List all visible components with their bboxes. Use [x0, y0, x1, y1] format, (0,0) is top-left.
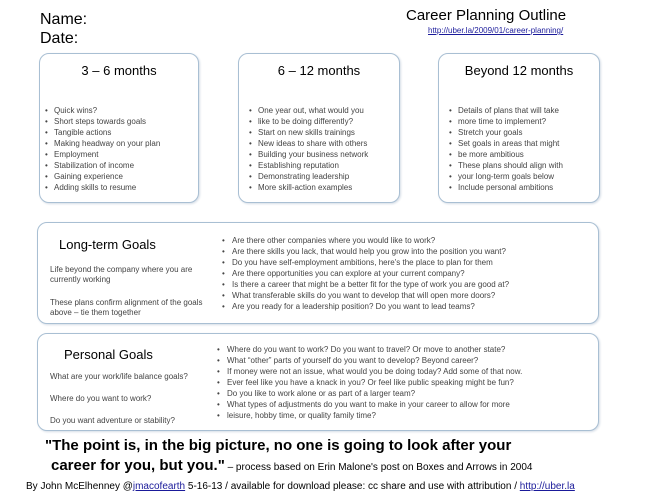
list-item: • Quick wins? [45, 105, 160, 116]
list-item: • What transferable skills do you want to develop that will open more doors? [222, 290, 509, 301]
column-list [45, 105, 160, 193]
list-item: • Do you have self-employment ambitions, here's the place to plan for them [222, 257, 509, 268]
list-item: • Are there opportunities you can explore at your current company? [222, 268, 509, 279]
quote-attribution: – process based on Erin Malone's post on Boxes and Arrows in 2004 [224, 462, 533, 473]
list-item: • Stretch your goals [449, 127, 563, 138]
list-item: • More skill-action examples [249, 182, 368, 193]
list-item: • Short steps towards goals [45, 116, 160, 127]
footer [26, 481, 575, 492]
section-description: Where do you want to work? [50, 394, 152, 403]
list-item: • Employment [45, 149, 160, 160]
list-item: • your long-term goals below [449, 171, 563, 182]
list-item: • Demonstrating leadership [249, 171, 368, 182]
list-item: • Do you like to work alone or as part of a larger team? [217, 388, 522, 399]
quote-line-2-text: career for you, but you." [51, 457, 225, 474]
column-3-6-months [39, 53, 199, 203]
list-item: • Include personal ambitions [449, 182, 563, 193]
list-item: • Adding skills to resume [45, 182, 160, 193]
footer-url-link[interactable]: http://uber.la [519, 481, 575, 492]
list-item: • New ideas to share with others [249, 138, 368, 149]
list-item: • Set goals in areas that might [449, 138, 563, 149]
list-item: • more time to implement? [449, 116, 563, 127]
section-title: Personal Goals [64, 347, 153, 362]
column-title: 6 – 12 months [277, 63, 361, 78]
quote-line-2 [45, 456, 532, 478]
list-item: • If money were not an issue, what would you be doing today? Add some of that now. [217, 366, 522, 377]
section-description: Do you want adventure or stability? [50, 416, 175, 425]
document-title: Career Planning Outline [406, 7, 567, 24]
list-item: • Start on new skills trainings [249, 127, 368, 138]
list-item: • Are there skills you lack, that would help you grow into the position you want? [222, 246, 509, 257]
question-list [222, 235, 509, 312]
footer-prefix: By John McElhenney @ [26, 481, 133, 492]
list-item: • leisure, hobby time, or quality family time? [217, 410, 522, 421]
list-item: • Building your business network [249, 149, 368, 160]
section-title: Long-term Goals [59, 237, 156, 252]
list-item: • Establishing reputation [249, 160, 368, 171]
list-item: • One year out, what would you [249, 105, 368, 116]
list-item: • Tangible actions [45, 127, 160, 138]
section-description: What are your work/life balance goals? [50, 372, 188, 381]
footer-handle-link[interactable]: jmacofearth [132, 481, 186, 492]
list-item: • Is there a career that might be a better fit for the type of work you are good at? [222, 279, 509, 290]
list-item: • Details of plans that will take [449, 105, 563, 116]
list-item: • Where do you want to work? Do you want to travel? Or move to another state? [217, 344, 522, 355]
column-6-12-months [238, 53, 400, 203]
quote-line-1: "The point is, in the big picture, no one is going to look after your [45, 437, 512, 454]
list-item: • What types of adjustments do you want to make in your career to allow for more [217, 399, 522, 410]
personal-goals-box [37, 333, 599, 431]
list-item: • Are there other companies where you would like to work? [222, 235, 509, 246]
name-label: Name: [40, 11, 88, 28]
long-term-goals-box [37, 222, 599, 324]
quote [45, 436, 532, 478]
list-item: • Gaining experience [45, 171, 160, 182]
section-description: Life beyond the company where you are currently working [50, 265, 193, 284]
column-title: Beyond 12 months [464, 63, 574, 78]
question-list [217, 344, 522, 421]
date-label: Date: [40, 30, 79, 47]
footer-middle: 5-16-13 / available for download please: cc share and use with attribution / [185, 481, 520, 492]
list-item: • What “other” parts of yourself do you want to develop? Beyond career? [217, 355, 522, 366]
list-item: • Making headway on your plan [45, 138, 160, 149]
column-list [249, 105, 368, 193]
list-item: • be more ambitious [449, 149, 563, 160]
list-item: • Are you ready for a leadership position? Do you want to lead teams? [222, 301, 509, 312]
column-list [449, 105, 563, 193]
column-beyond-12-months [438, 53, 600, 203]
list-item: • Ever feel like you have a knack in you? Or feel like public speaking might be fun? [217, 377, 522, 388]
section-description: These plans confirm alignment of the goals above – tie them together [50, 298, 203, 317]
column-title: 3 – 6 months [81, 63, 157, 78]
list-item: • These plans should align with [449, 160, 563, 171]
list-item: • Stabilization of income [45, 160, 160, 171]
document-link[interactable]: http://uber.la/2009/01/career-planning/ [428, 26, 564, 35]
list-item: • like to be doing differently? [249, 116, 368, 127]
